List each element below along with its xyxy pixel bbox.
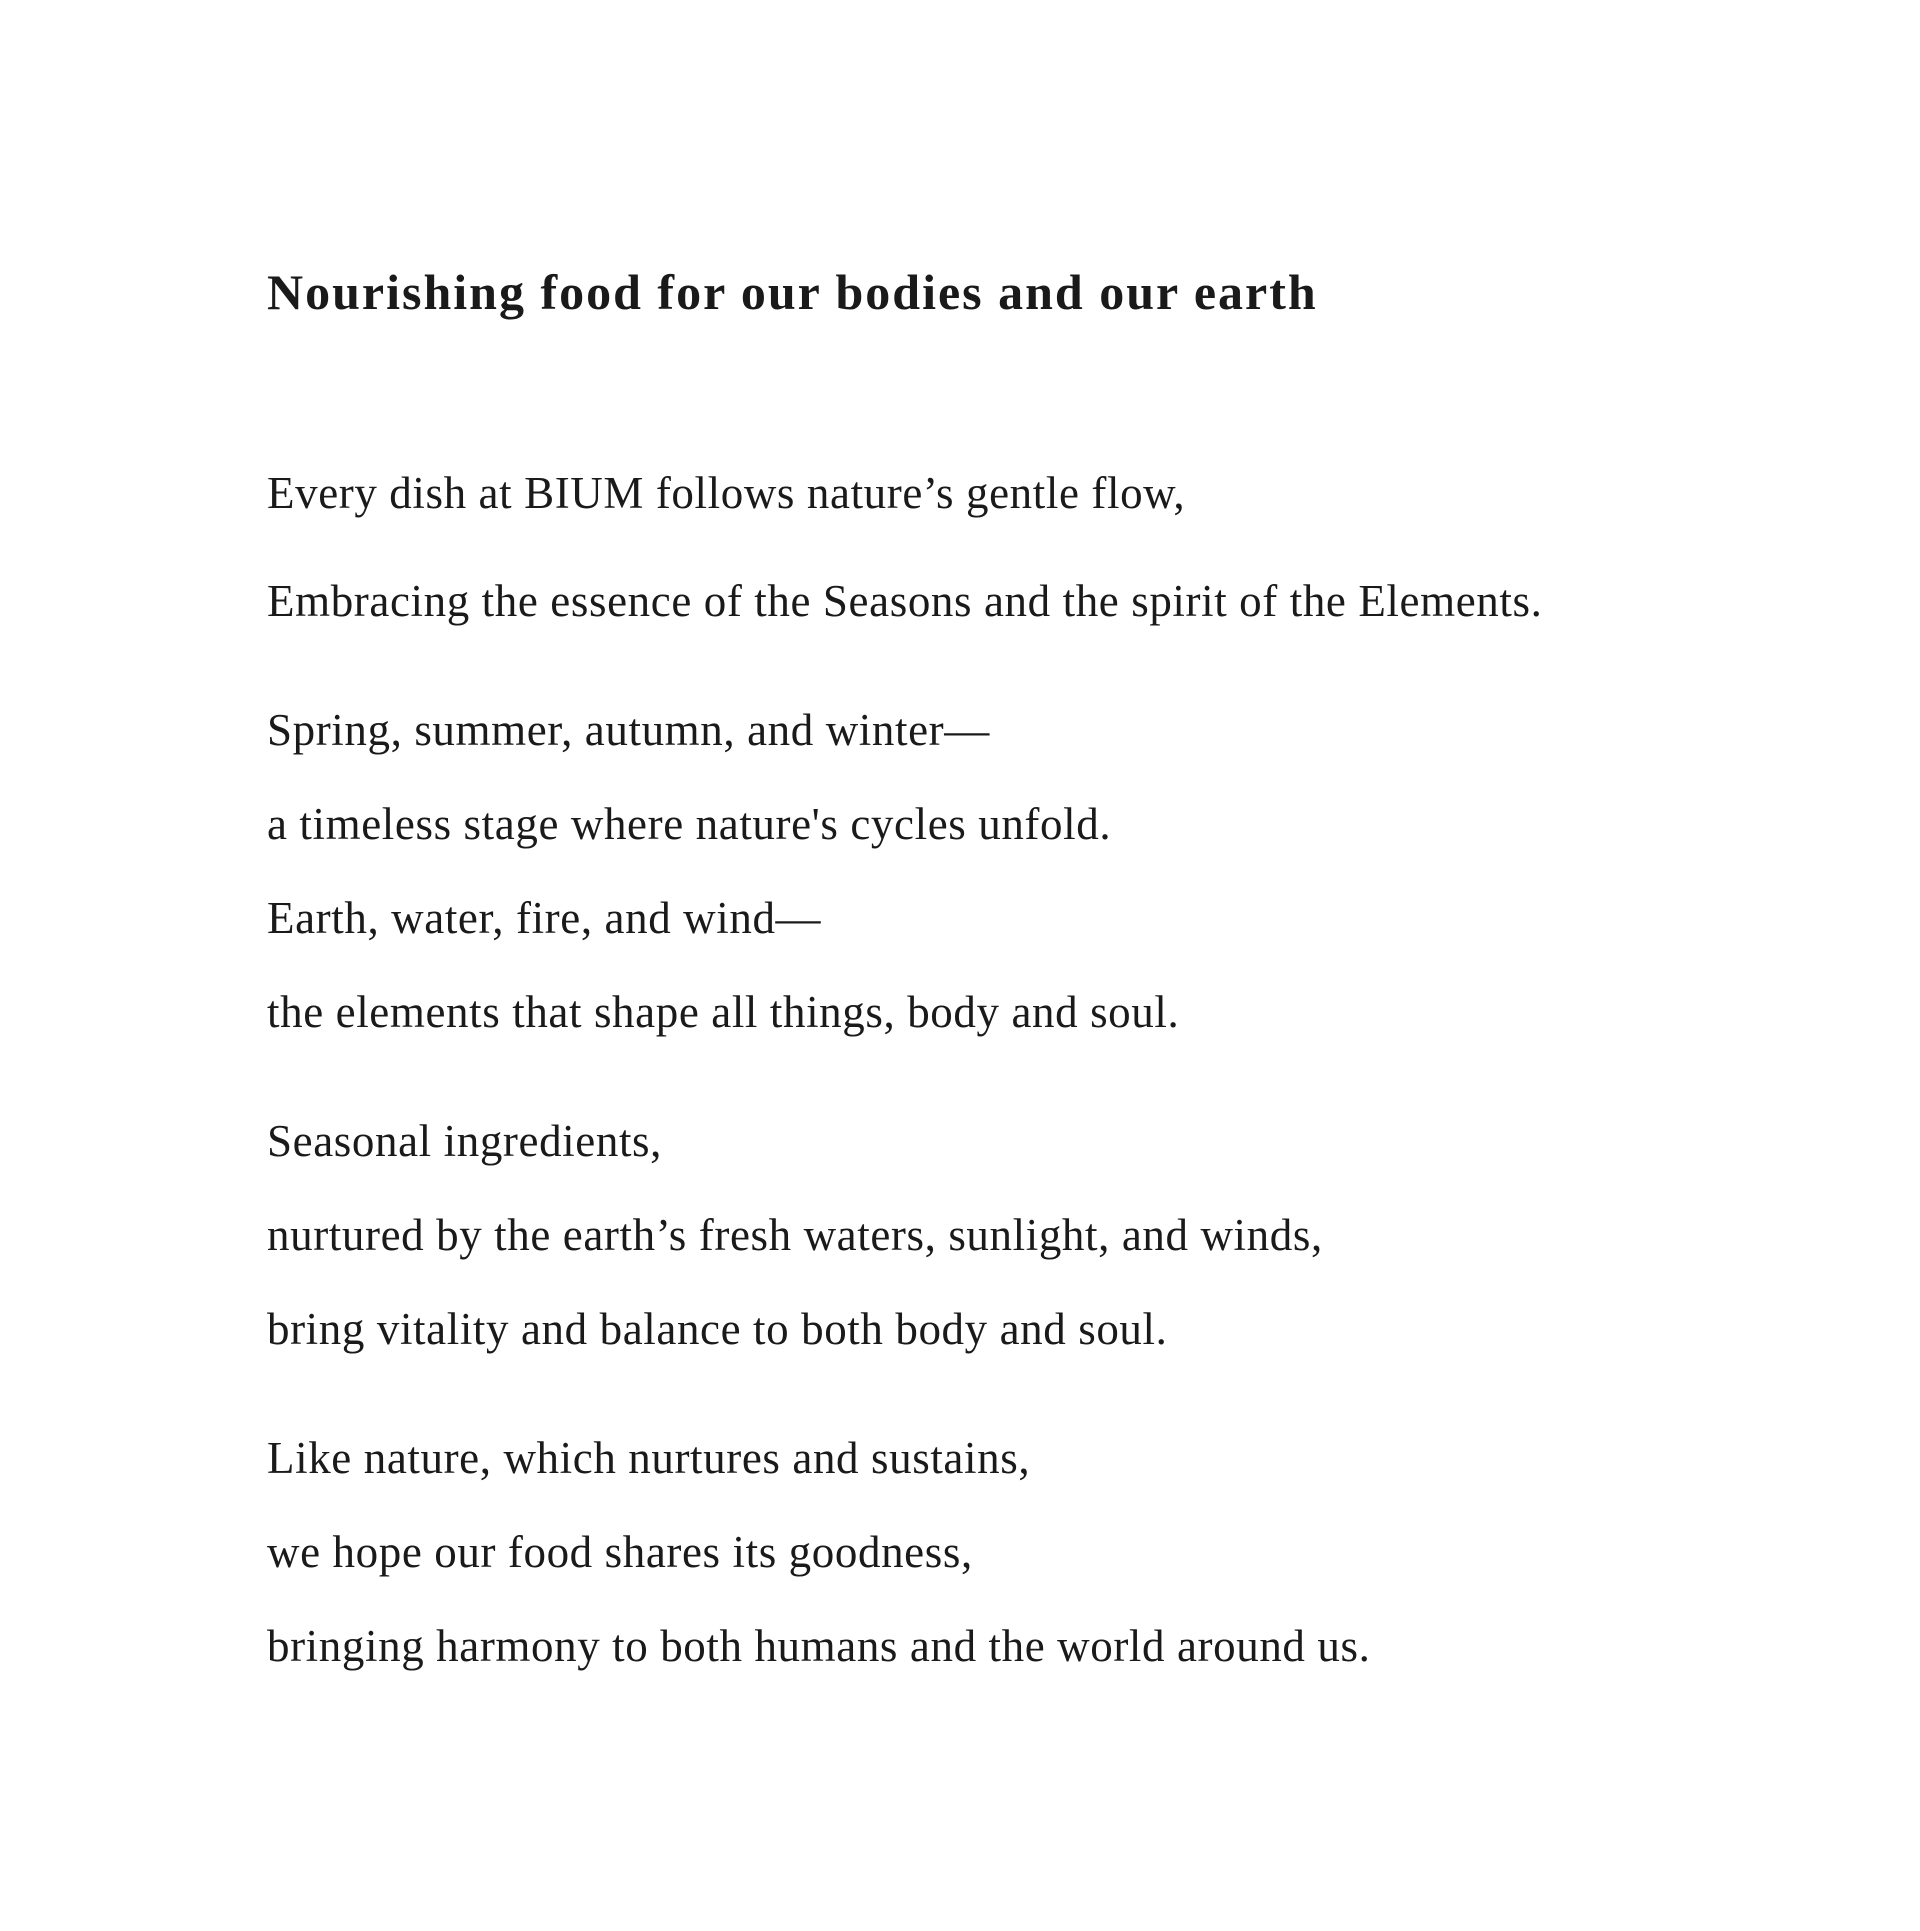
poem-line: Seasonal ingredients, [267,1116,663,1166]
poem-line: Embracing the essence of the Seasons and the spirit of the Elements. [267,576,1543,626]
page-title: Nourishing food for our bodies and our earth [267,264,1318,320]
poem-line: a timeless stage where nature's cycles unfold. [267,799,1112,849]
poem-line: we hope our food shares its goodness, [267,1527,973,1577]
poem-line: the elements that shape all things, body and soul. [267,987,1180,1037]
poem-line: Earth, water, fire, and wind— [267,893,822,943]
poem-line: Like nature, which nurtures and sustains, [267,1433,1031,1483]
poem-line: bring vitality and balance to both body and soul. [267,1304,1168,1354]
poem-line: nurtured by the earth’s fresh waters, sunlight, and winds, [267,1210,1323,1260]
poem-line: Spring, summer, autumn, and winter— [267,705,990,755]
poem-line: bringing harmony to both humans and the world around us. [267,1621,1371,1671]
poem-line: Every dish at BIUM follows nature’s gentle flow, [267,468,1186,518]
